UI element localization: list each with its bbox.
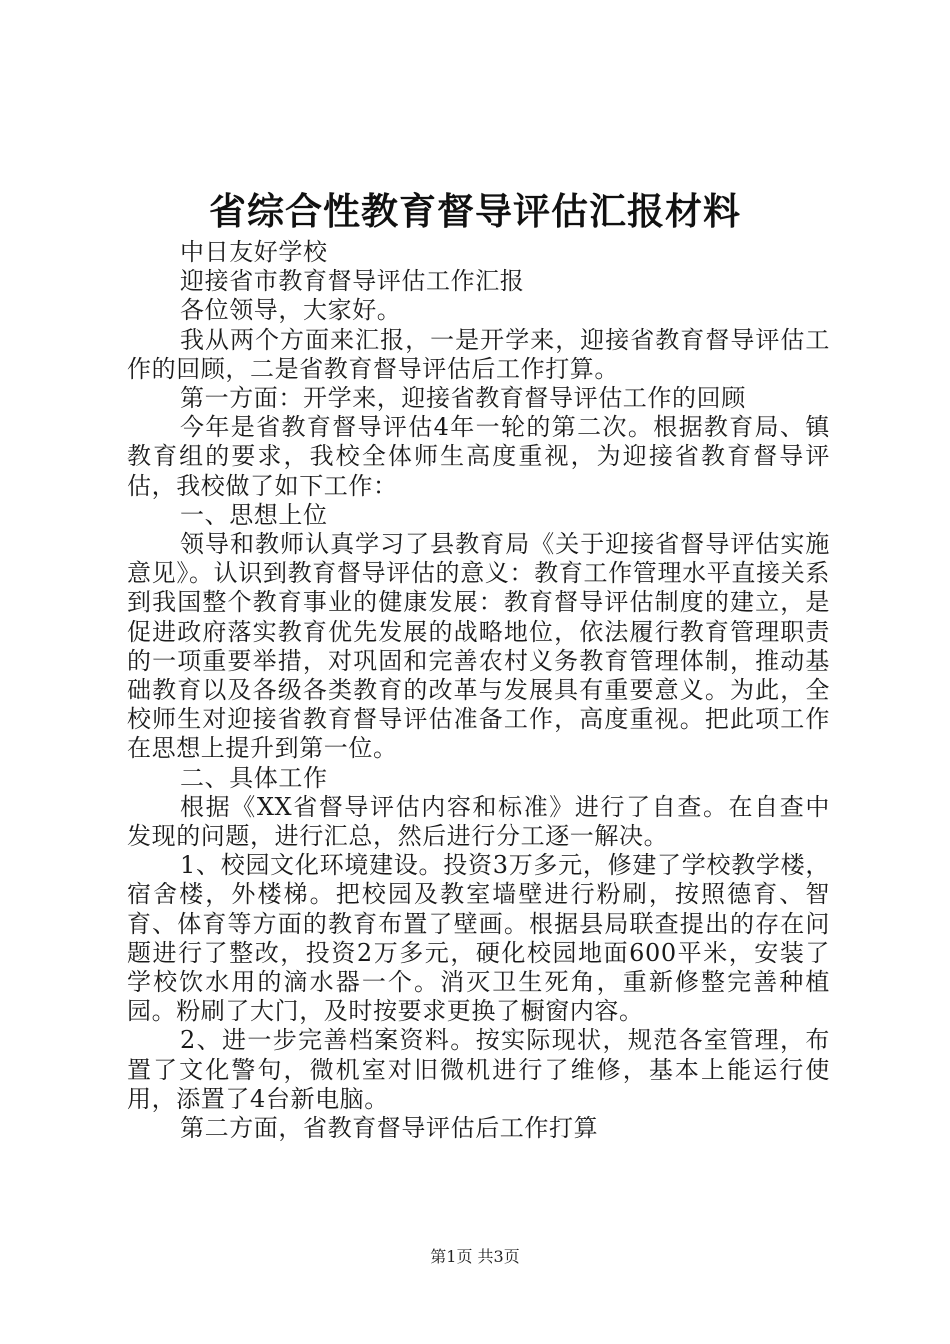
paragraph: 第二方面，省教育督导评估后工作打算 xyxy=(180,1114,599,1143)
paragraph: 领导和教师认真学习了县教育局《关于迎接省督导评估实施意见》。认识到教育督导评估的意义：教育工作管理水平直接关系到我国整个教育事业的健康发展：教育督导评估制度的建立，是促进政府落实教育优先发展的战略地位，依法履行教育管理职责的一项重要举措，对巩固和完善农村义务教育管理体制，推动基础教育以及各级各类教育的改革与发展具有重要意义。为此，全校师生对迎接省教育督导评估准备工作，高度重视。把此项工作在思想上提升到第一位。 xyxy=(127,530,830,763)
paragraph: 2、进一步完善档案资料。按实际现状，规范各室管理，布置了文化警句，微机室对旧微机进行了维修，基本上能运行使用，添置了4台新电脑。 xyxy=(127,1026,830,1113)
paragraph: 迎接省市教育督导评估工作汇报 xyxy=(180,267,525,296)
paragraph: 各位领导，大家好。 xyxy=(180,296,402,325)
paragraph: 根据《XX省督导评估内容和标准》进行了自查。在自查中发现的问题，进行汇总，然后进行分工逐一解决。 xyxy=(127,792,830,851)
paragraph: 中日友好学校 xyxy=(180,238,328,266)
paragraph: 今年是省教育督导评估4年一轮的第二次。根据教育局、镇教育组的要求，我校全体师生高度重视，为迎接省教育督导评估，我校做了如下工作： xyxy=(127,413,830,500)
paragraph: 二、具体工作 xyxy=(180,763,328,792)
document-title: 省综合性教育督导评估汇报材料 xyxy=(209,189,741,233)
paragraph: 一、思想上位 xyxy=(180,500,328,529)
paragraph: 第一方面：开学来，迎接省教育督导评估工作的回顾 xyxy=(180,384,746,413)
document-body xyxy=(127,238,830,1143)
page-footer: 第1页 共3页 xyxy=(430,1247,520,1266)
paragraph: 我从两个方面来汇报，一是开学来，迎接省教育督导评估工作的回顾，二是省教育督导评估后工作打算。 xyxy=(127,325,830,383)
paragraph: 1、校园文化环境建设。投资3万多元，修建了学校教学楼，宿舍楼，外楼梯。把校园及教室墙壁进行粉刷，按照德育、智育、体育等方面的教育布置了壁画。根据县局联查提出的存在问题进行了整改，投资2万多元，硬化校园地面600平米，安装了学校饮水用的滴水器一个。消灭卫生死角，重新修整完善种植园。粉刷了大门，及时按要求更换了橱窗内容。 xyxy=(127,851,830,1026)
